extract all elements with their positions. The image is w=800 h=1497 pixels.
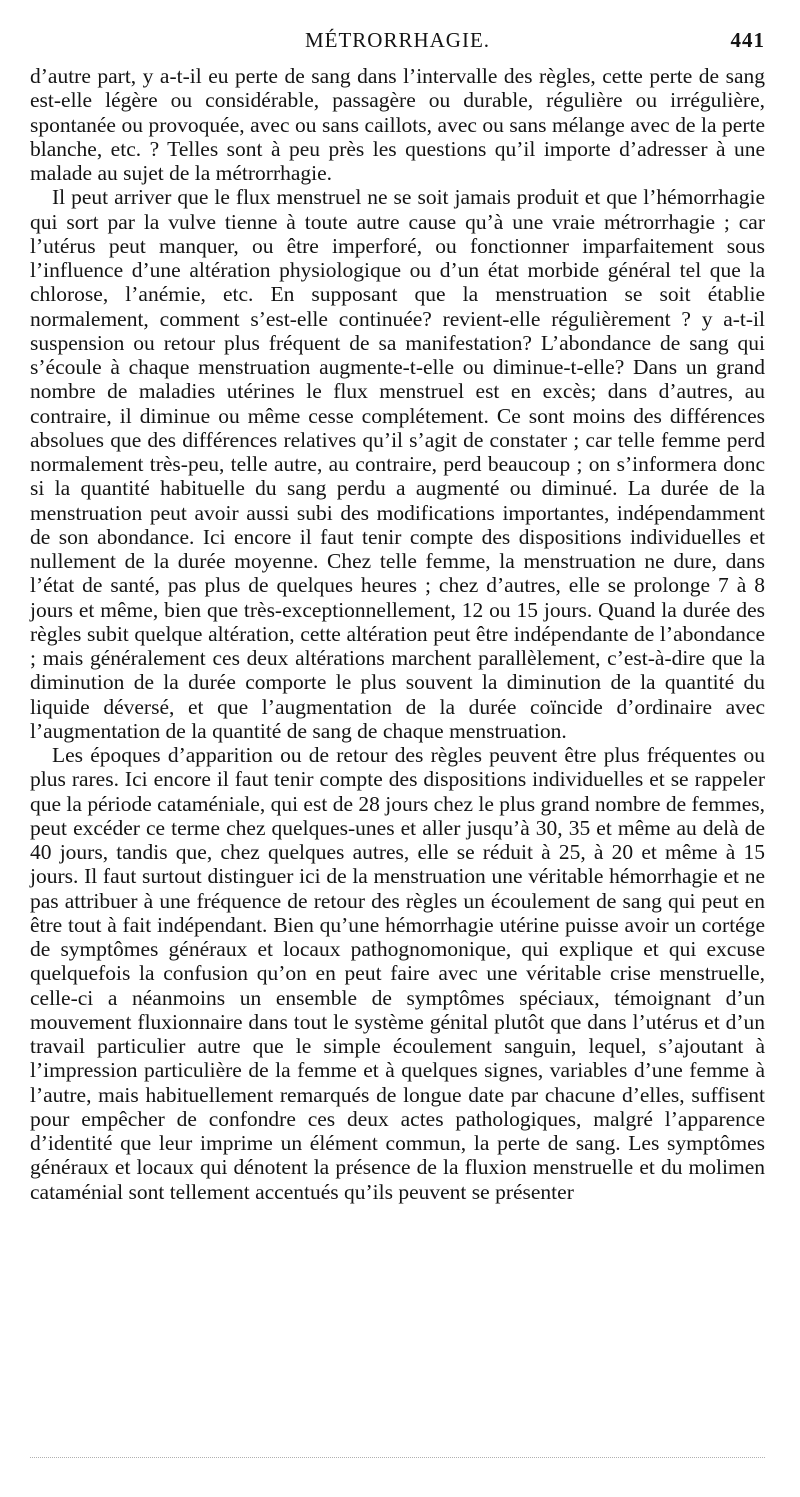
paragraph-periodicity: Les époques d’apparition ou de retour des règles peuvent être plus fréquentes ou plus rares. Ici encore il faut tenir compte des dispositions individuelles et se rappeler que la période cataméniale, qui est de 28 jours chez le plus grand nombre de femmes, peut excéder ce terme chez quelques-unes et aller jusqu’à 30, 35 et même au delà de 40 jours, tandis que, chez quelques autres, elle se réduit à 25, à 20 et même à 15 jours. Il faut surtout distinguer ici de la menstruation une véritable hémorrhagie et ne pas attribuer à une fréquence de retour des règles un écoulement de sang qui peut en être tout à fait indépendant. Bien qu’une hémorrhagie utérine puisse avoir un cortége de symptômes généraux et locaux pathognomonique, qui explique et qui excuse quelquefois la confusion qu’on en peut faire avec une véritable crise menstruelle, celle-ci a néanmoins un ensemble de symptômes spéciaux, témoignant d’un mouvement fluxionnaire dans tout le système génital plutôt que dans l’utérus et d’un travail particulier autre que le simple écoulement sanguin, lequel, s’ajoutant à l’impression particulière de la femme et à quelques signes, variables d’une femme à l’autre, mais habituellement remarqués de longue date par chacune d’elles, suffisent pour empêcher de confondre ces deux actes pathologiques, malgré l’apparence d’identité que leur imprime un élément commun, la perte de sang. Les symptômes généraux et locaux qui dénotent la présence de la fluxion menstruelle et du molimen cataménial sont tellement accentués qu’ils peuvent se présenter <box>30 743 765 1204</box>
paragraph-continuation: d’autre part, y a-t-il eu perte de sang dans l’intervalle des règles, cette perte de sang est-elle légère ou considérable, passagère ou durable, régulière ou irrégulière, spontanée ou provoquée, avec ou sans caillots, avec ou sans mélange avec de la perte blanche, etc. ? Telles sont à peu près les questions qu’il importe d’adresser à une malade au sujet de la métrorrhagie. <box>30 64 765 185</box>
running-head <box>30 28 765 54</box>
page-number: 441 <box>730 28 765 52</box>
running-title: MÉTRORRHAGIE. <box>304 28 491 52</box>
body-text <box>30 64 765 1204</box>
footer-dotted-rule <box>30 1457 765 1458</box>
paragraph-menstrual-flow: Il peut arriver que le flux menstruel ne se soit jamais produit et que l’hémorrhagie qui sort par la vulve tienne à toute autre cause qu’à une vraie métrorrhagie ; car l’utérus peut manquer, ou être imperforé, ou fonctionner imparfaitement sous l’influence d’une altération physiologique ou d’un état morbide général tel que la chlorose, l’anémie, etc. En supposant que la menstruation se soit établie normalement, comment s’est-elle continuée? revient-elle régulièrement ? y a-t-il suspension ou retour plus fréquent de sa manifestation? L’abondance de sang qui s’écoule à chaque menstruation augmente-t-elle ou diminue-t-elle? Dans un grand nombre de maladies utérines le flux menstruel est en excès; dans d’autres, au contraire, il diminue ou même cesse complétement. Ce sont moins des différences absolues que des différences relatives qu’il s’agit de constater ; car telle femme perd normalement très-peu, telle autre, au contraire, perd beaucoup ; on s’informera donc si la quantité habituelle du sang perdu a augmenté ou diminué. La durée de la menstruation peut avoir aussi subi des modifications importantes, indépendamment de son abondance. Ici encore il faut tenir compte des dispositions individuelles et nullement de la durée moyenne. Chez telle femme, la menstruation ne dure, dans l’état de santé, pas plus de quelques heures ; chez d’autres, elle se prolonge 7 à 8 jours et même, bien que très-exceptionnellement, 12 ou 15 jours. Quand la durée des règles subit quelque altération, cette altération peut être indépendante de l’abondance ; mais généralement ces deux altérations marchent parallèlement, c’est-à-dire que la diminution de la durée comporte le plus souvent la diminution de la quantité du liquide déversé, et que l’augmentation de la durée coïncide d’ordinaire avec l’augmentation de la quantité de sang de chaque menstruation. <box>30 185 765 743</box>
